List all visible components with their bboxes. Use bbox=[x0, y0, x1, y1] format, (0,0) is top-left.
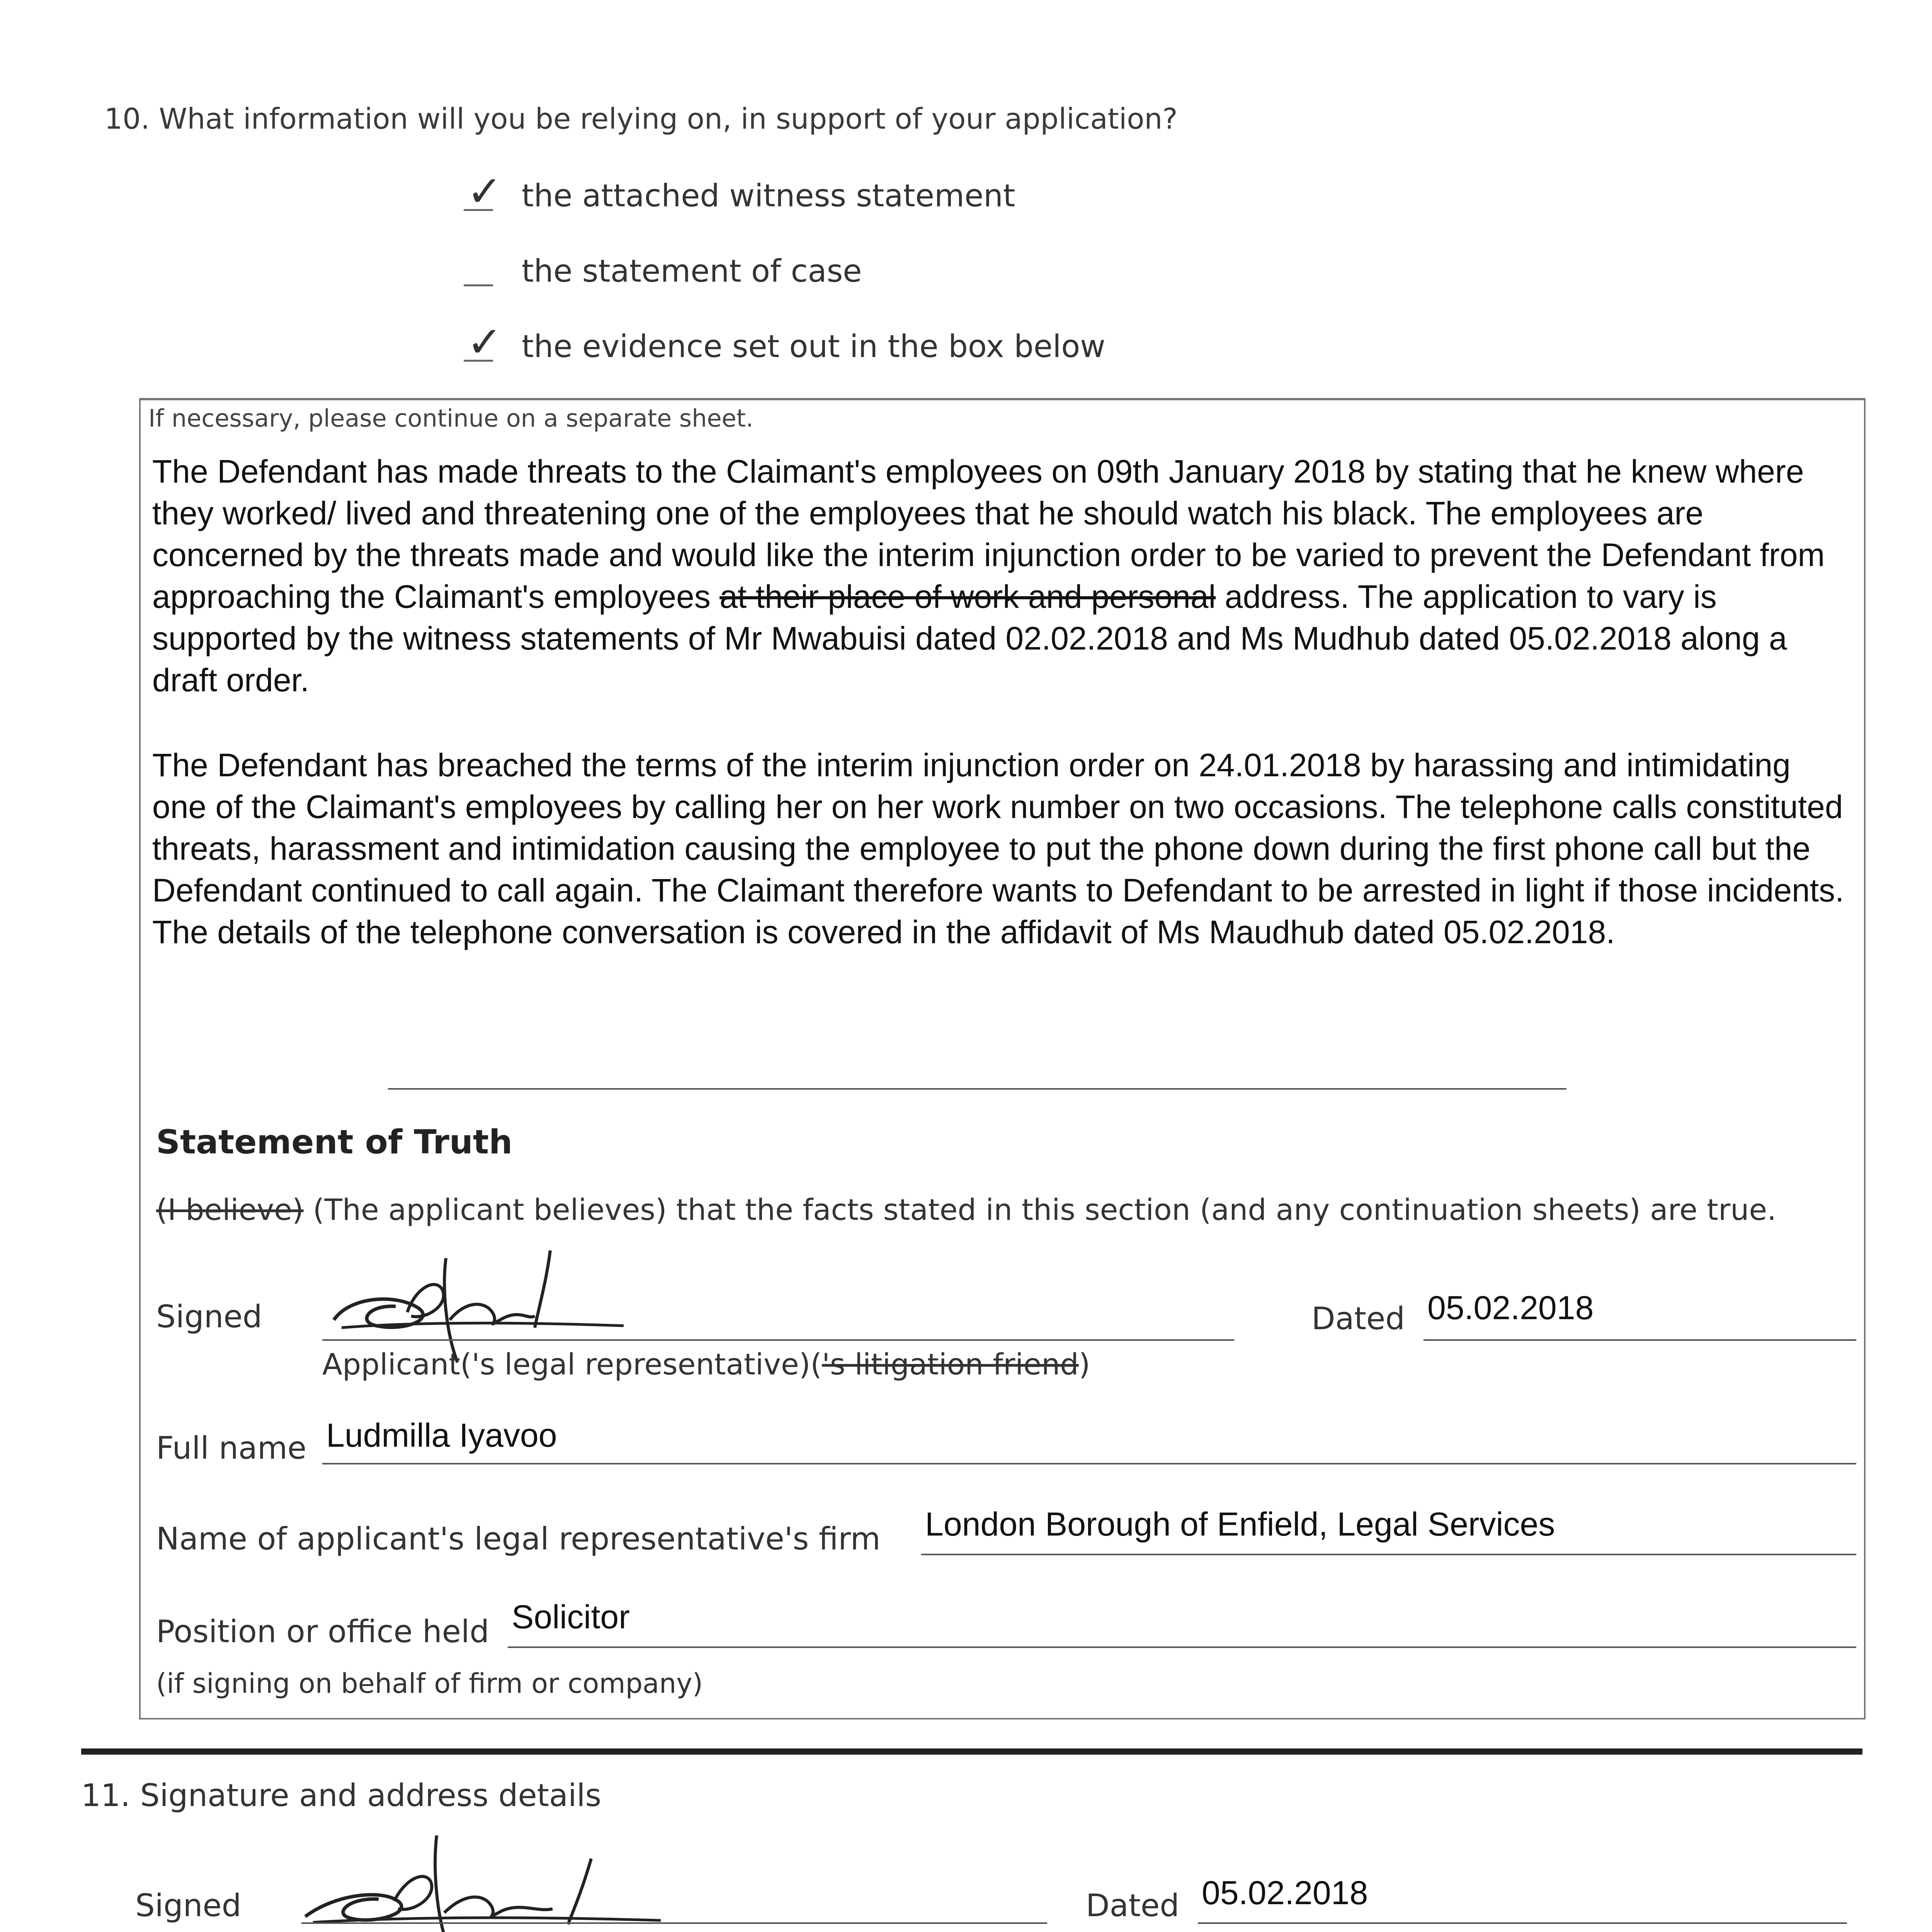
signature-line bbox=[322, 1339, 1234, 1341]
belief-struck: (I believe) bbox=[156, 1192, 304, 1227]
position-label: Position or office held bbox=[156, 1614, 490, 1650]
firm-line bbox=[921, 1554, 1856, 1555]
firm-value[interactable]: London Borough of Enfield, Legal Services bbox=[925, 1506, 1555, 1543]
position-value[interactable]: Solicitor bbox=[512, 1599, 630, 1636]
position-line bbox=[508, 1646, 1856, 1648]
option-label-witness-statement: the attached witness statement bbox=[522, 178, 1015, 214]
section-separator bbox=[81, 1748, 1862, 1755]
firm-label: Name of applicant's legal representative's firm bbox=[156, 1521, 881, 1557]
dated-line bbox=[1423, 1339, 1856, 1341]
dated-value[interactable]: 05.02.2018 bbox=[1427, 1289, 1594, 1327]
statement-of-truth-heading: Statement of Truth bbox=[156, 1123, 513, 1162]
role-suffix: ) bbox=[1078, 1347, 1090, 1381]
checkbox-witness-statement[interactable] bbox=[464, 167, 503, 216]
evidence-p1-text-after: address. The application to vary is supported by the witness statements of Mr Mwabuisi dated 02.02.2018 and Ms Mudhub dated 05.02.2018 along a draft order. bbox=[152, 578, 1787, 698]
section11-signed-label: Signed bbox=[135, 1888, 242, 1923]
role-prefix: Applicant('s legal representative)( bbox=[322, 1347, 822, 1381]
dated-label: Dated bbox=[1311, 1301, 1405, 1337]
evidence-box bbox=[139, 398, 1866, 1719]
full-name-value[interactable]: Ludmilla Iyavoo bbox=[326, 1417, 557, 1454]
signed-label: Signed bbox=[156, 1299, 262, 1335]
section11-dated-label: Dated bbox=[1086, 1888, 1179, 1923]
option-label-evidence-below: the evidence set out in the box below bbox=[522, 328, 1105, 364]
belief-statement bbox=[156, 1192, 1776, 1227]
checkmark-icon: ✓ bbox=[467, 167, 503, 216]
evidence-p1-struck: at their place of work and personal bbox=[719, 578, 1216, 615]
belief-rest: (The applicant believes) that the facts stated in this section (and any continuation sheets) are true. bbox=[303, 1192, 1777, 1227]
checkbox-statement-of-case[interactable] bbox=[464, 255, 493, 286]
section11-dated-line bbox=[1198, 1922, 1847, 1924]
divider-line bbox=[388, 1088, 1566, 1090]
box-note: If necessary, please continue on a separate sheet. bbox=[148, 404, 753, 432]
role-struck: 's litigation friend bbox=[822, 1347, 1079, 1381]
checkbox-evidence-below[interactable] bbox=[464, 317, 503, 367]
option-label-statement-of-case: the statement of case bbox=[522, 253, 862, 289]
full-name-line bbox=[322, 1463, 1856, 1464]
evidence-p1-text: The Defendant has made threats to the Claimant's employees on 09th January 2018 by stating that he knew where they worked/ lived and threatening one of the employees that he should watch his black. The employees are concerned by the threats made and would like the interim injunction order to be varied to prevent the Defendant from approaching the Claimant's employees bbox=[152, 453, 1825, 615]
evidence-paragraph-1 bbox=[152, 451, 1845, 701]
section11-heading: 11. Signature and address details bbox=[81, 1777, 602, 1813]
evidence-paragraph-2: The Defendant has breached the terms of the interim injunction order on 24.01.2018 by harassing and intimidating one of the Claimant's employees by calling her on her work number on two occasions. The telephone calls constituted threats, harassment and intimidation causing the employee to put the phone down during the first phone call but the Defendant continued to call again. The Claimant therefore wants to Defendant to be arrested in light if those incidents. The details of the telephone conversation is covered in the affidavit of Ms Maudhub dated 05.02.2018. bbox=[152, 747, 1844, 950]
full-name-label: Full name bbox=[156, 1430, 307, 1466]
role-caption bbox=[322, 1347, 1090, 1381]
section11-signature-line bbox=[301, 1922, 1047, 1924]
section10-question: 10. What information will you be relying on, in support of your application? bbox=[104, 102, 1178, 136]
position-note: (if signing on behalf of firm or company) bbox=[156, 1668, 703, 1699]
signature-image bbox=[298, 1824, 668, 1932]
section11-dated-value[interactable]: 05.02.2018 bbox=[1202, 1874, 1368, 1912]
checkmark-icon: ✓ bbox=[467, 317, 503, 367]
